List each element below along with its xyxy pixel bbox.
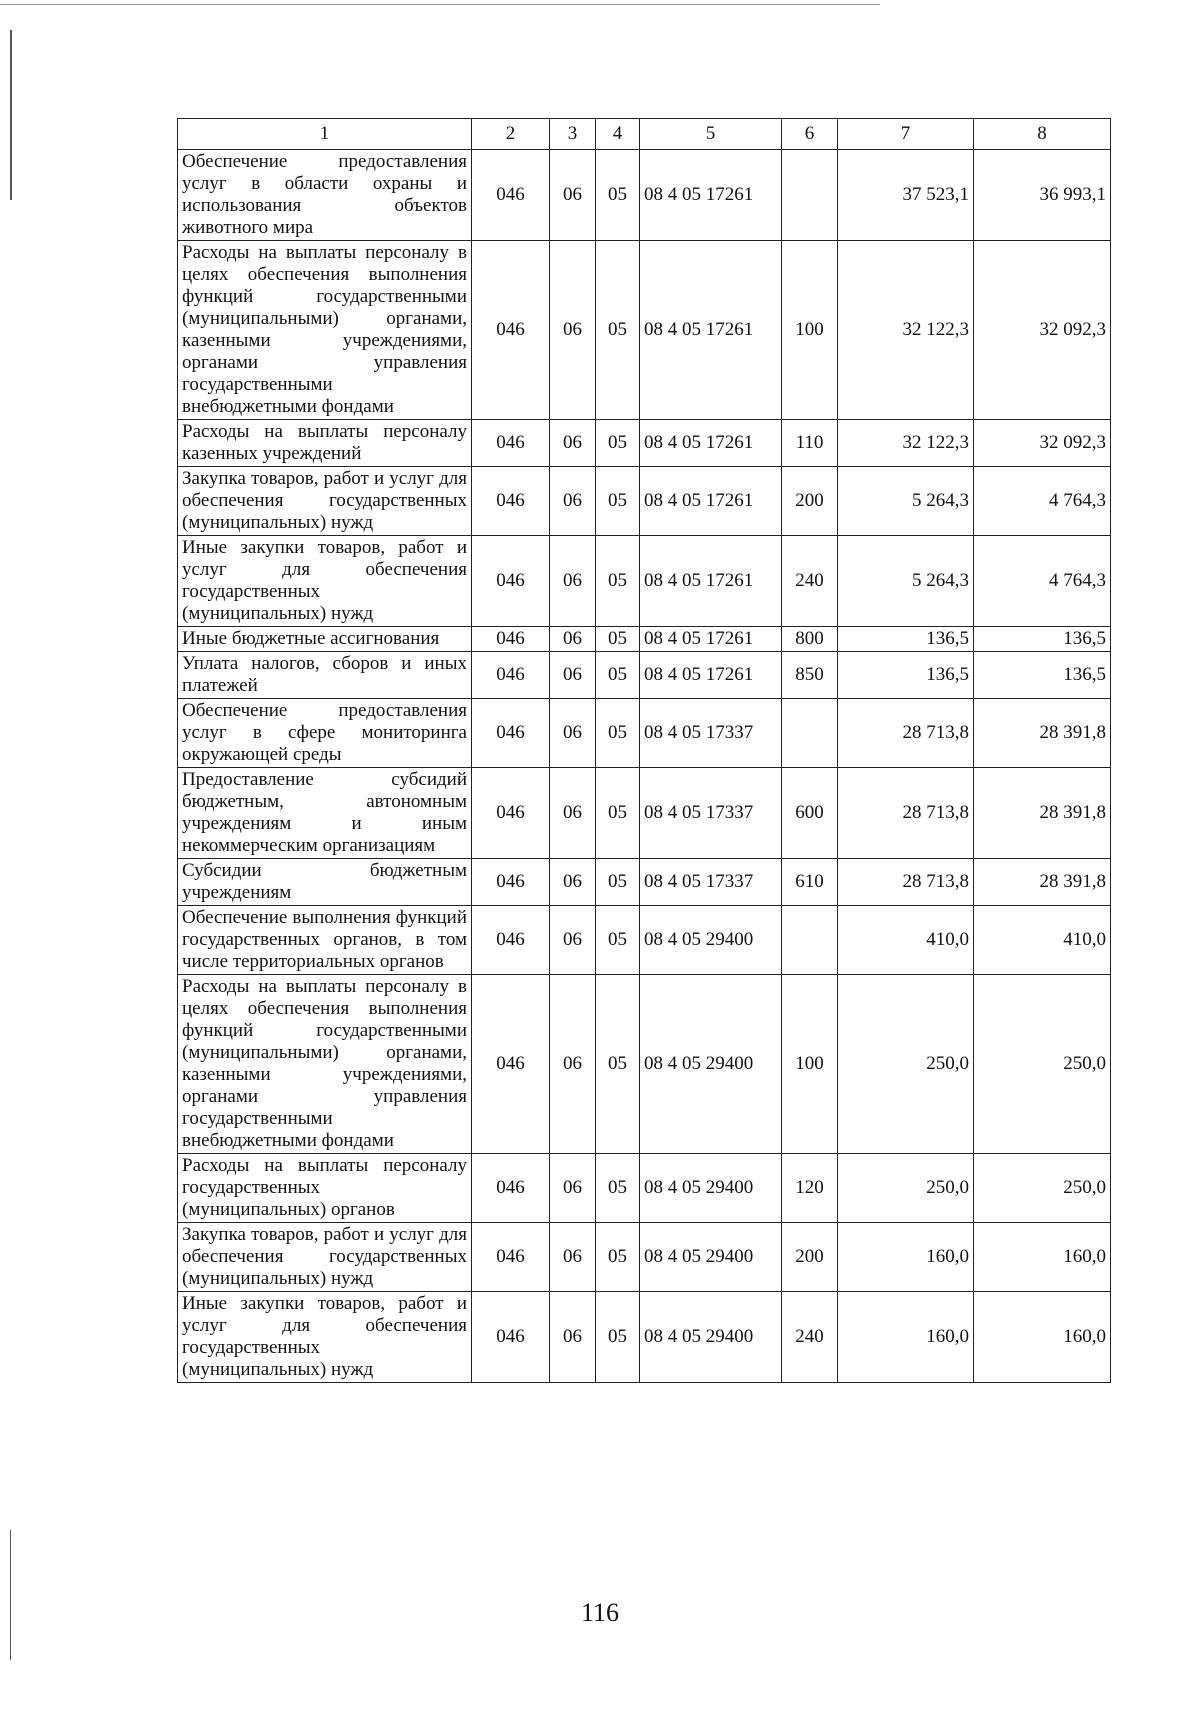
- column-number-8: 8: [974, 119, 1111, 150]
- amount-column-7: 136,5: [838, 652, 974, 699]
- subsection-code: 05: [596, 536, 640, 627]
- table-row: [178, 420, 1111, 467]
- expense-type-code: 100: [782, 241, 838, 420]
- amount-column-8: 28 391,8: [974, 699, 1111, 768]
- section-code: 06: [550, 859, 596, 906]
- subsection-code: 05: [596, 859, 640, 906]
- expense-type-code: 100: [782, 975, 838, 1154]
- subsection-code: 05: [596, 906, 640, 975]
- subsection-code: 05: [596, 768, 640, 859]
- subsection-code: 05: [596, 467, 640, 536]
- table-row: [178, 906, 1111, 975]
- subsection-code: 05: [596, 1154, 640, 1223]
- amount-column-7: 410,0: [838, 906, 974, 975]
- amount-column-7: 28 713,8: [838, 699, 974, 768]
- expense-type-code: 850: [782, 652, 838, 699]
- target-article-code: 08 4 05 29400: [640, 1223, 782, 1292]
- expense-name: Закупка товаров, работ и услуг для обеспечения государственных (муниципальных) нужд: [178, 467, 472, 536]
- table-body: [178, 150, 1111, 1383]
- table-row: [178, 150, 1111, 241]
- subsection-code: 05: [596, 420, 640, 467]
- expense-name: Расходы на выплаты персоналу в целях обеспечения выполнения функций государственными (муниципальными) органами, казенными учреждениями, органами управления государственными внебюджетными фондами: [178, 975, 472, 1154]
- ministry-code: 046: [472, 150, 550, 241]
- table-row: [178, 652, 1111, 699]
- target-article-code: 08 4 05 17261: [640, 652, 782, 699]
- expense-name: Предоставление субсидий бюджетным, автономным учреждениям и иным некоммерческим организациям: [178, 768, 472, 859]
- target-article-code: 08 4 05 17337: [640, 768, 782, 859]
- target-article-code: 08 4 05 17261: [640, 241, 782, 420]
- ministry-code: 046: [472, 627, 550, 652]
- amount-column-8: 32 092,3: [974, 420, 1111, 467]
- section-code: 06: [550, 627, 596, 652]
- scan-margin-line: [10, 1530, 11, 1660]
- amount-column-8: 136,5: [974, 652, 1111, 699]
- table-row: [178, 975, 1111, 1154]
- section-code: 06: [550, 1292, 596, 1383]
- target-article-code: 08 4 05 29400: [640, 975, 782, 1154]
- section-code: 06: [550, 1154, 596, 1223]
- column-number-4: 4: [596, 119, 640, 150]
- expense-type-code: 200: [782, 467, 838, 536]
- expense-type-code: [782, 150, 838, 241]
- subsection-code: 05: [596, 627, 640, 652]
- expense-type-code: 200: [782, 1223, 838, 1292]
- expense-name: Уплата налогов, сборов и иных платежей: [178, 652, 472, 699]
- subsection-code: 05: [596, 150, 640, 241]
- target-article-code: 08 4 05 17261: [640, 536, 782, 627]
- table-row: [178, 768, 1111, 859]
- section-code: 06: [550, 906, 596, 975]
- expense-name: Иные бюджетные ассигнования: [178, 627, 472, 652]
- table-row: [178, 467, 1111, 536]
- target-article-code: 08 4 05 17261: [640, 627, 782, 652]
- expense-name: Иные закупки товаров, работ и услуг для обеспечения государственных (муниципальных) нужд: [178, 536, 472, 627]
- amount-column-7: 5 264,3: [838, 536, 974, 627]
- expense-type-code: 240: [782, 536, 838, 627]
- column-number-6: 6: [782, 119, 838, 150]
- expense-name: Расходы на выплаты персоналу казенных учреждений: [178, 420, 472, 467]
- ministry-code: 046: [472, 536, 550, 627]
- expense-name: Обеспечение предоставления услуг в сфере мониторинга окружающей среды: [178, 699, 472, 768]
- amount-column-7: 250,0: [838, 1154, 974, 1223]
- amount-column-8: 32 092,3: [974, 241, 1111, 420]
- ministry-code: 046: [472, 241, 550, 420]
- table-row: [178, 241, 1111, 420]
- column-number-1: 1: [178, 119, 472, 150]
- expense-name: Обеспечение предоставления услуг в области охраны и использования объектов животного мира: [178, 150, 472, 241]
- amount-column-8: 36 993,1: [974, 150, 1111, 241]
- subsection-code: 05: [596, 1223, 640, 1292]
- table-row: [178, 536, 1111, 627]
- section-code: 06: [550, 536, 596, 627]
- expense-type-code: 240: [782, 1292, 838, 1383]
- table-row: [178, 1154, 1111, 1223]
- ministry-code: 046: [472, 1154, 550, 1223]
- ministry-code: 046: [472, 1223, 550, 1292]
- target-article-code: 08 4 05 29400: [640, 1154, 782, 1223]
- expense-type-code: 110: [782, 420, 838, 467]
- expense-name: Расходы на выплаты персоналу государственных (муниципальных) органов: [178, 1154, 472, 1223]
- target-article-code: 08 4 05 17337: [640, 859, 782, 906]
- amount-column-7: 160,0: [838, 1292, 974, 1383]
- ministry-code: 046: [472, 859, 550, 906]
- amount-column-8: 136,5: [974, 627, 1111, 652]
- target-article-code: 08 4 05 17261: [640, 467, 782, 536]
- amount-column-8: 160,0: [974, 1223, 1111, 1292]
- column-number-5: 5: [640, 119, 782, 150]
- ministry-code: 046: [472, 467, 550, 536]
- amount-column-7: 28 713,8: [838, 768, 974, 859]
- table-row: [178, 699, 1111, 768]
- table-header-row: [178, 119, 1111, 150]
- expense-type-code: 600: [782, 768, 838, 859]
- section-code: 06: [550, 150, 596, 241]
- ministry-code: 046: [472, 975, 550, 1154]
- section-code: 06: [550, 699, 596, 768]
- amount-column-8: 160,0: [974, 1292, 1111, 1383]
- expense-name: Закупка товаров, работ и услуг для обеспечения государственных (муниципальных) нужд: [178, 1223, 472, 1292]
- budget-table: [177, 118, 1111, 1383]
- amount-column-7: 28 713,8: [838, 859, 974, 906]
- column-number-7: 7: [838, 119, 974, 150]
- amount-column-8: 250,0: [974, 975, 1111, 1154]
- section-code: 06: [550, 1223, 596, 1292]
- amount-column-7: 136,5: [838, 627, 974, 652]
- table-row: [178, 1292, 1111, 1383]
- subsection-code: 05: [596, 975, 640, 1154]
- ministry-code: 046: [472, 420, 550, 467]
- expense-type-code: [782, 906, 838, 975]
- amount-column-7: 160,0: [838, 1223, 974, 1292]
- ministry-code: 046: [472, 768, 550, 859]
- table-row: [178, 859, 1111, 906]
- target-article-code: 08 4 05 17261: [640, 150, 782, 241]
- target-article-code: 08 4 05 29400: [640, 1292, 782, 1383]
- scan-edge-line: [0, 4, 880, 5]
- expense-type-code: 610: [782, 859, 838, 906]
- subsection-code: 05: [596, 652, 640, 699]
- scan-margin-line: [10, 30, 12, 200]
- ministry-code: 046: [472, 906, 550, 975]
- amount-column-7: 37 523,1: [838, 150, 974, 241]
- page-number: 116: [580, 1598, 620, 1627]
- amount-column-7: 250,0: [838, 975, 974, 1154]
- target-article-code: 08 4 05 29400: [640, 906, 782, 975]
- amount-column-8: 28 391,8: [974, 859, 1111, 906]
- amount-column-8: 28 391,8: [974, 768, 1111, 859]
- expense-name: Субсидии бюджетным учреждениям: [178, 859, 472, 906]
- target-article-code: 08 4 05 17261: [640, 420, 782, 467]
- column-number-2: 2: [472, 119, 550, 150]
- amount-column-8: 4 764,3: [974, 467, 1111, 536]
- subsection-code: 05: [596, 241, 640, 420]
- expense-type-code: [782, 699, 838, 768]
- ministry-code: 046: [472, 652, 550, 699]
- section-code: 06: [550, 652, 596, 699]
- section-code: 06: [550, 420, 596, 467]
- subsection-code: 05: [596, 699, 640, 768]
- column-number-3: 3: [550, 119, 596, 150]
- amount-column-8: 250,0: [974, 1154, 1111, 1223]
- ministry-code: 046: [472, 699, 550, 768]
- table-row: [178, 627, 1111, 652]
- expense-name: Иные закупки товаров, работ и услуг для обеспечения государственных (муниципальных) нужд: [178, 1292, 472, 1383]
- amount-column-8: 410,0: [974, 906, 1111, 975]
- section-code: 06: [550, 975, 596, 1154]
- amount-column-7: 32 122,3: [838, 241, 974, 420]
- amount-column-8: 4 764,3: [974, 536, 1111, 627]
- amount-column-7: 32 122,3: [838, 420, 974, 467]
- section-code: 06: [550, 768, 596, 859]
- expense-name: Расходы на выплаты персоналу в целях обеспечения выполнения функций государственными (муниципальными) органами, казенными учреждениями, органами управления государственными внебюджетными фондами: [178, 241, 472, 420]
- expense-name: Обеспечение выполнения функций государственных органов, в том числе территориальных органов: [178, 906, 472, 975]
- expense-type-code: 800: [782, 627, 838, 652]
- amount-column-7: 5 264,3: [838, 467, 974, 536]
- ministry-code: 046: [472, 1292, 550, 1383]
- section-code: 06: [550, 241, 596, 420]
- subsection-code: 05: [596, 1292, 640, 1383]
- table-row: [178, 1223, 1111, 1292]
- expense-type-code: 120: [782, 1154, 838, 1223]
- target-article-code: 08 4 05 17337: [640, 699, 782, 768]
- section-code: 06: [550, 467, 596, 536]
